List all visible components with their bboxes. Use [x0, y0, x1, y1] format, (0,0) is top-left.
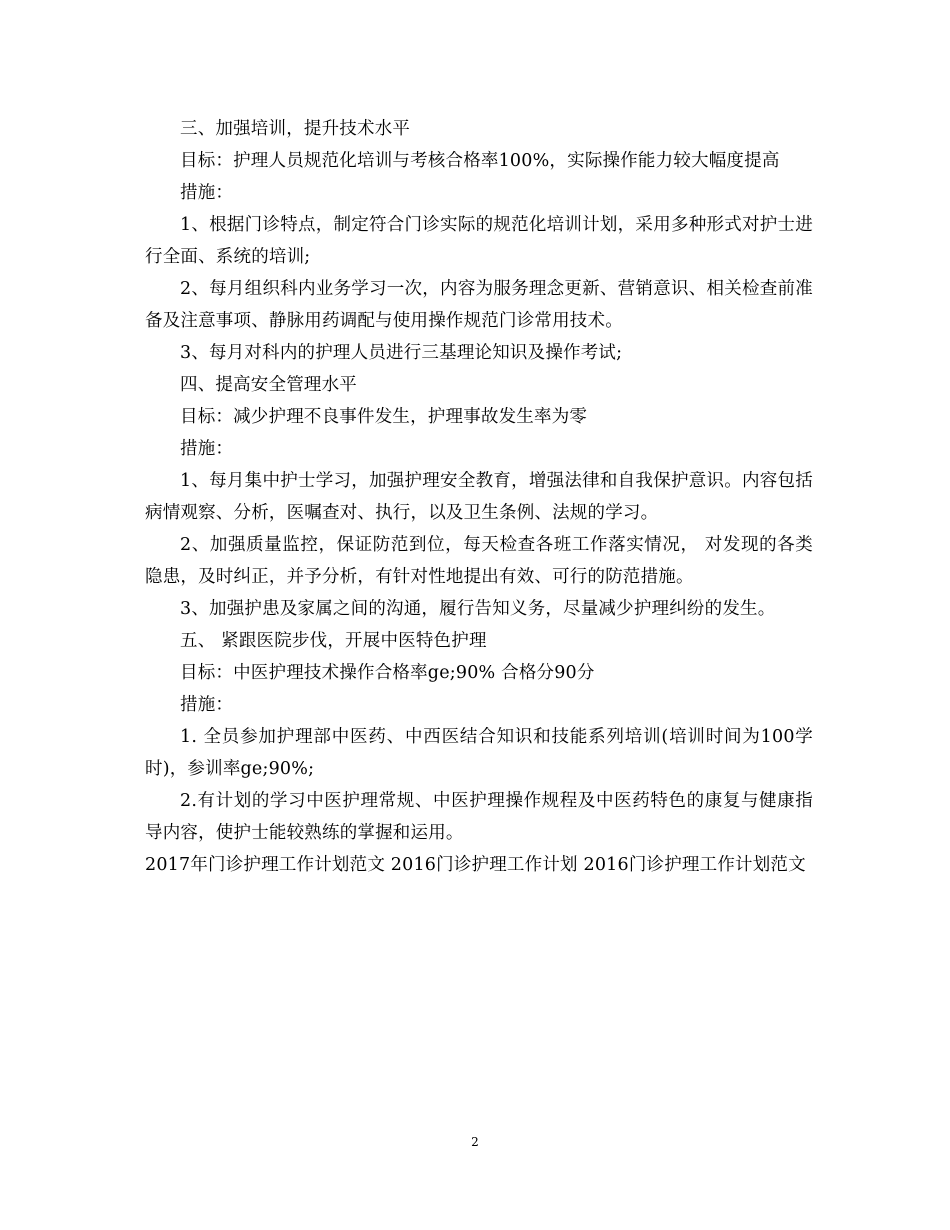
paragraph: 目标：减少护理不良事件发生，护理事故发生率为零: [180, 407, 588, 427]
footer-keywords: 2017年门诊护理工作计划范文 2016门诊护理工作计划 2016门诊护理工作计划范文: [145, 855, 806, 875]
section-heading: 五、 紧跟医院步伐，开展中医特色护理: [180, 631, 487, 651]
paragraph: 2、每月组织科内业务学习一次，内容为服务理念更新、营销意识、相关检查前准备及注意事项、静脉用药调配与使用操作规范门诊常用技术。: [145, 279, 813, 331]
section-heading: 三、加强培训，提升技术水平: [180, 119, 411, 139]
section-heading: 四、提高安全管理水平: [180, 375, 357, 395]
paragraph: 3、加强护患及家属之间的沟通，履行告知义务，尽量减少护理纠纷的发生。: [180, 599, 776, 619]
paragraph: 措施：: [180, 695, 234, 715]
paragraph: 措施：: [180, 183, 234, 203]
paragraph: 2.有计划的学习中医护理常规、中医护理操作规程及中医药特色的康复与健康指导内容，使护士能较熟练的掌握和运用。: [145, 791, 813, 843]
paragraph: 1、每月集中护士学习，加强护理安全教育，增强法律和自我保护意识。内容包括病情观察、分析，医嘱查对、执行，以及卫生条例、法规的学习。: [145, 471, 813, 523]
document-body: [145, 113, 813, 881]
paragraph: 目标：中医护理技术操作合格率ge;90% 合格分90分: [180, 663, 595, 683]
paragraph: 目标：护理人员规范化培训与考核合格率100%，实际操作能力较大幅度提高: [180, 151, 780, 171]
page-number: 2: [471, 1135, 479, 1149]
paragraph: 3、每月对科内的护理人员进行三基理论知识及操作考试;: [180, 343, 623, 363]
paragraph: 1、根据门诊特点，制定符合门诊实际的规范化培训计划，采用多种形式对护士进行全面、系统的培训;: [145, 215, 813, 267]
paragraph: 措施：: [180, 439, 234, 459]
paragraph: 2、加强质量监控，保证防范到位，每天检查各班工作落实情况， 对发现的各类隐患，及时纠正，并予分析，有针对性地提出有效、可行的防范措施。: [145, 535, 813, 587]
paragraph: 1. 全员参加护理部中医药、中西医结合知识和技能系列培训(培训时间为100学时)，参训率ge;90%;: [145, 727, 813, 779]
